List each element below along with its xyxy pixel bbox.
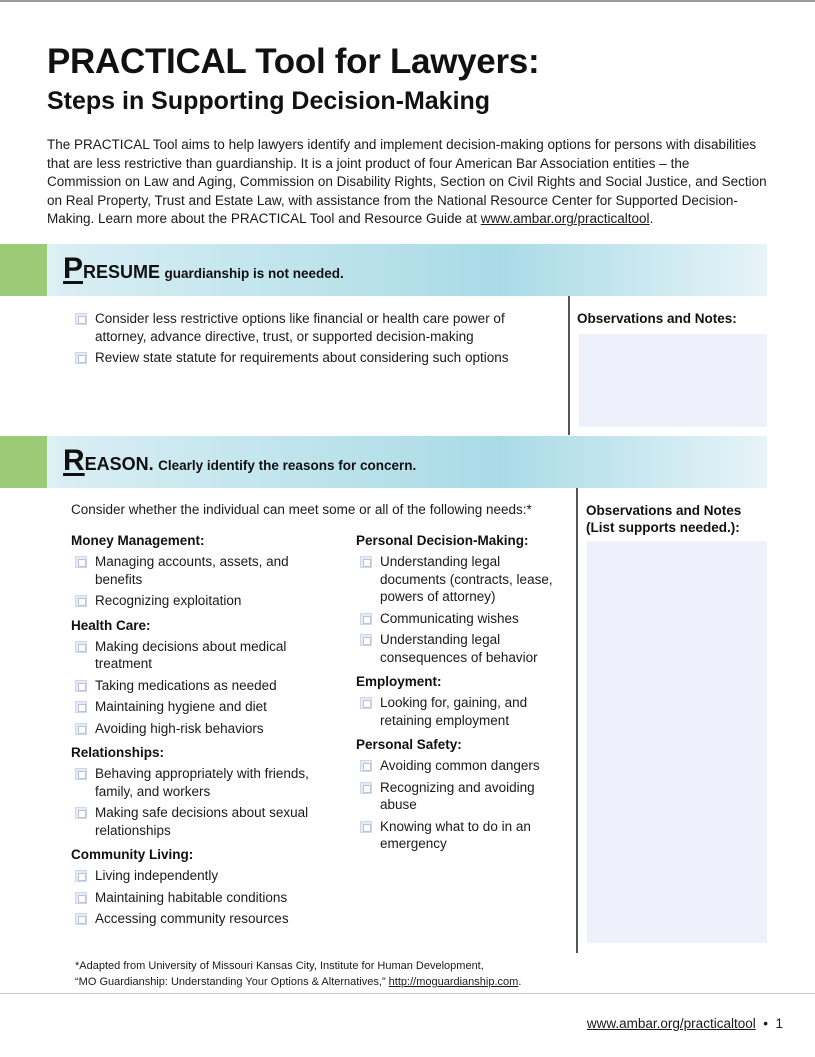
item-label: Accessing community resources [95,911,289,926]
checklist-item [71,638,333,673]
checkbox[interactable] [360,782,372,794]
presume-heading [63,252,344,286]
presume-divider [568,296,570,435]
reason-consider-text: Consider whether the individual can meet some or all of the following needs:* [71,502,532,517]
category-health-care: Health Care: [71,617,151,633]
intro-end: . [649,211,654,227]
checklist-item [71,698,333,716]
footnote-line2-wrap [75,974,521,990]
checkbox[interactable] [75,595,87,607]
category-personal-decision-making: Personal Decision-Making: [356,533,529,548]
presume-checklist [71,310,541,371]
item-label: Living independently [95,868,219,883]
presume-letter: P [63,252,84,285]
checkbox[interactable] [360,760,372,772]
checkbox[interactable] [360,634,372,646]
item-label: Understanding legal documents (contracts, lease, powers of attorney) [380,554,553,604]
reason-notes-label-line2: (List supports needed.): [586,520,740,535]
footnote-line1: *Adapted from University of Missouri Kansas City, Institute for Human Development, [75,960,484,972]
reason-right-column [356,533,566,857]
reason-notes-box[interactable] [587,541,767,943]
reason-header-band [0,436,767,488]
checkbox[interactable] [360,556,372,568]
checkbox[interactable] [75,313,87,325]
presume-notes-label: Observations and Notes: [577,311,737,326]
checklist-item [71,553,333,588]
checkbox[interactable] [360,613,372,625]
item-label: Behaving appropriately with friends, family, and workers [95,766,309,799]
presume-notes-box[interactable] [579,334,767,427]
reason-notes-label [586,502,741,536]
checkbox[interactable] [75,352,87,364]
checkbox[interactable] [75,701,87,713]
checklist-item [356,757,566,775]
item-label: Looking for, gaining, and retaining employment [380,695,528,728]
presume-header-band [0,244,767,296]
checklist-item [71,889,333,907]
page-footer [587,1016,783,1031]
intro-text: The PRACTICAL Tool aims to help lawyers identify and implement decision-making options for persons with disabilities that are less restrictive than guardianship. It is a joint product of four American Bar Association entities – the Commission on Law and Aging, Commission on Disability Rights, Section on Civil Rights and Social Justice, and Section on Real Property, Trust and Estate Law, with assistance from the National Resource Center for Supported Decision-Making. Learn more about the PRACTICAL Tool and Resource Guide at [47,137,767,227]
item-label: Taking medications as needed [95,677,277,693]
item-label: Consider less restrictive options like financial or health care power of attorney, advance directive, trust, or supported decision-making [95,311,505,344]
checklist-item [71,677,333,695]
checklist-item [71,310,541,345]
category-personal-safety: Personal Safety: [356,737,462,752]
item-label: Managing accounts, assets, and benefits [95,554,289,587]
category-money-management: Money Management: [71,533,205,548]
category-relationships: Relationships: [71,745,165,760]
checkbox[interactable] [75,892,87,904]
checklist-item [356,779,566,814]
reason-heading [63,444,416,478]
checklist-item [71,349,541,367]
checklist-item [71,592,333,610]
checkbox[interactable] [75,680,87,692]
item-label: Review state statute for requirements about considering such options [95,350,509,365]
checklist-item [71,910,333,928]
checkbox[interactable] [75,556,87,568]
checkbox[interactable] [75,641,87,653]
footnote-line2: “MO Guardianship: Understanding Your Options & Alternatives,” [75,976,389,988]
item-label: Understanding legal consequences of behavior [380,632,538,665]
checkbox[interactable] [360,821,372,833]
checkbox[interactable] [360,697,372,709]
checkbox[interactable] [75,913,87,925]
item-label: Maintaining habitable conditions [95,889,288,905]
footnote-link[interactable]: http://moguardianship.com [388,976,519,988]
checklist-item [71,804,333,839]
checkbox[interactable] [75,870,87,882]
reason-divider [576,488,578,953]
checklist-item [356,610,566,628]
top-rule [0,0,815,2]
checklist-item [71,867,333,885]
page-title: PRACTICAL Tool for Lawyers: [47,42,540,81]
reason-left-column [71,533,333,932]
footnote-end: . [518,976,522,988]
presume-word: RESUME [83,262,161,282]
item-label: Knowing what to do in an emergency [380,818,531,851]
checklist-item [356,631,566,666]
item-label: Avoiding high-risk behaviors [95,720,264,736]
intro-link[interactable]: www.ambar.org/practicaltool [480,211,650,227]
presume-tail: guardianship is not needed. [164,266,344,281]
footer-rule [0,993,815,994]
page-subtitle: Steps in Supporting Decision-Making [47,87,491,115]
checklist-item [356,818,566,853]
checklist-item [356,694,566,729]
item-label: Communicating wishes [380,610,519,626]
item-label: Making decisions about medical treatment [95,638,287,671]
presume-accent-block [0,244,47,296]
checkbox[interactable] [75,807,87,819]
reason-tail: Clearly identify the reasons for concern. [158,458,417,473]
item-label: Avoiding common dangers [380,758,540,773]
category-community-living: Community Living: [71,847,194,862]
page-number: 1 [775,1016,783,1031]
reason-letter: R [63,444,85,477]
footer-separator: • [763,1016,768,1031]
checkbox[interactable] [75,768,87,780]
reason-word: EASON. [84,454,154,474]
checklist-item [71,765,333,800]
item-label: Maintaining hygiene and diet [95,699,267,714]
intro-paragraph [47,136,767,229]
footer-link[interactable]: www.ambar.org/practicaltool [586,1016,756,1031]
item-label: Recognizing and avoiding abuse [380,779,535,812]
reason-notes-label-line1: Observations and Notes [586,503,742,518]
checklist-item [356,553,566,606]
checklist-item [71,720,333,738]
category-employment: Employment: [356,674,442,689]
checkbox[interactable] [75,723,87,735]
item-label: Recognizing exploitation [95,593,242,608]
footnote [75,958,521,990]
reason-accent-block [0,436,47,488]
item-label: Making safe decisions about sexual relationships [95,805,309,838]
